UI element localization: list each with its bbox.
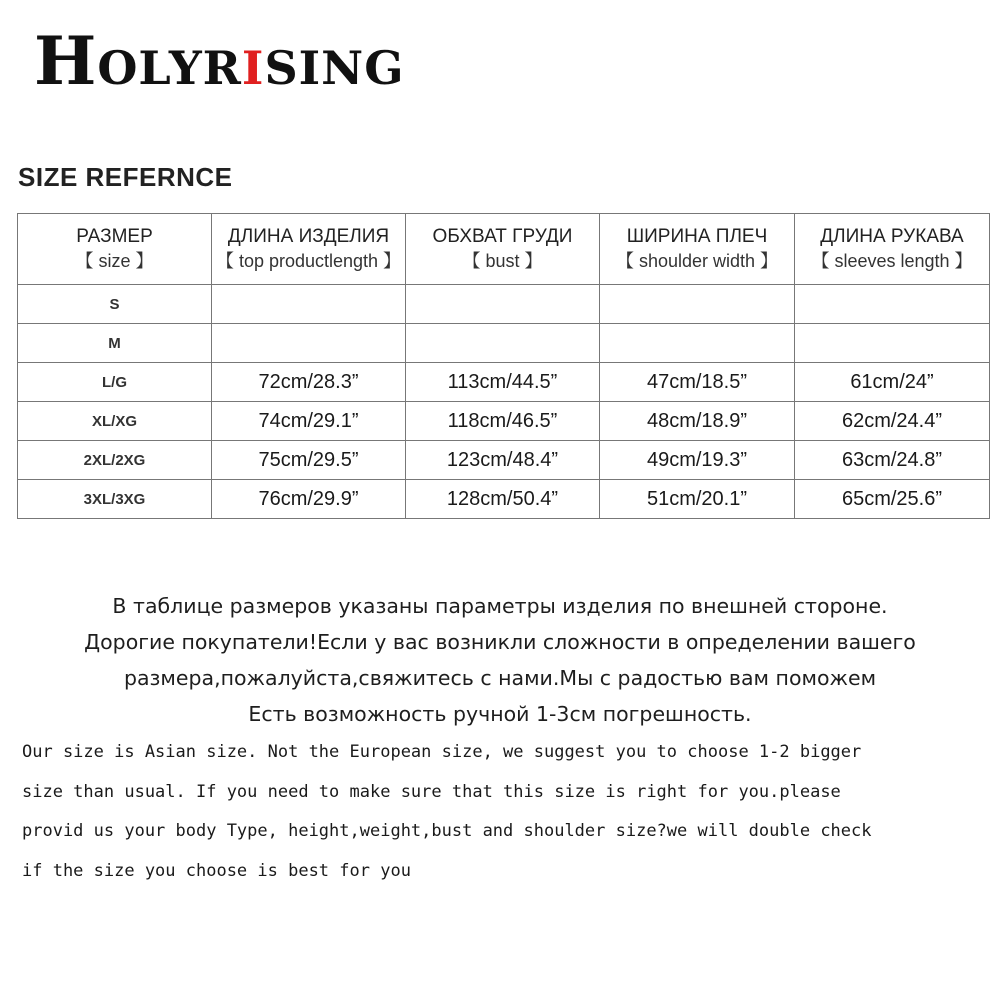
length-cell — [212, 324, 406, 363]
size-cell: L/G — [18, 363, 212, 402]
ru-note-line: Дорогие покупатели!Если у вас возникли сложности в определении вашего — [84, 630, 916, 654]
header-shoulder-en: 【 shoulder width 】 — [615, 251, 779, 271]
bust-cell: 128cm/50.4” — [406, 480, 600, 519]
table-header-row — [18, 214, 990, 285]
bust-cell: 113cm/44.5” — [406, 363, 600, 402]
size-cell: 3XL/3XG — [18, 480, 212, 519]
sleeve-cell: 61cm/24” — [795, 363, 990, 402]
ru-note-line: размера,пожалуйста,свяжитесь с нами.Мы с радостью вам поможем — [123, 666, 877, 690]
sleeve-cell — [795, 324, 990, 363]
size-table-title: SIZE REFERNCE — [18, 162, 233, 192]
length-cell: 74cm/29.1” — [212, 402, 406, 441]
shoulder-cell: 47cm/18.5” — [600, 363, 795, 402]
logo-accent-letter: I — [241, 41, 265, 95]
header-length — [212, 214, 406, 285]
en-note-line: Our size is Asian size. Not the European size, we suggest you to choose 1-2 bigger — [22, 742, 862, 762]
header-sleeve-en: 【 sleeves length 】 — [811, 251, 973, 271]
length-cell: 75cm/29.5” — [212, 441, 406, 480]
size-cell: 2XL/2XG — [18, 441, 212, 480]
size-cell: M — [18, 324, 212, 363]
header-shoulder — [600, 214, 795, 285]
table-row — [18, 363, 990, 402]
header-bust — [406, 214, 600, 285]
table-row — [18, 402, 990, 441]
header-sleeve-ru: ДЛИНА РУКАВА — [820, 226, 964, 247]
logo-initial: H — [34, 22, 98, 100]
bust-cell — [406, 285, 600, 324]
russian-size-notes — [0, 588, 1000, 732]
table-row — [18, 441, 990, 480]
header-size-en: 【 size 】 — [75, 251, 154, 271]
en-note-line: size than usual. If you need to make sure that this size is right for you.please — [22, 781, 841, 802]
english-size-notes — [22, 733, 982, 891]
sleeve-cell: 63cm/24.8” — [795, 441, 990, 480]
en-note-line: if the size you choose is best for you — [22, 860, 411, 881]
size-cell: S — [18, 285, 212, 324]
size-chart-table — [17, 213, 990, 519]
ru-note-line: В таблице размеров указаны параметры изделия по внешней стороне. — [112, 594, 888, 618]
shoulder-cell: 49cm/19.3” — [600, 441, 795, 480]
table-row — [18, 324, 990, 363]
bust-cell: 118cm/46.5” — [406, 402, 600, 441]
header-size — [18, 214, 212, 285]
bust-cell — [406, 324, 600, 363]
header-sleeve — [795, 214, 990, 285]
shoulder-cell: 51cm/20.1” — [600, 480, 795, 519]
shoulder-cell — [600, 324, 795, 363]
header-length-en: 【 top productlength 】 — [215, 251, 402, 271]
shoulder-cell: 48cm/18.9” — [600, 402, 795, 441]
header-bust-ru: ОБХВАТ ГРУДИ — [432, 226, 573, 247]
en-note-line: provid us your body Type, height,weight,bust and shoulder size?we will double check — [22, 821, 872, 841]
bust-cell: 123cm/48.4” — [406, 441, 600, 480]
logo-text-part: OLYR — [97, 41, 242, 95]
header-length-ru: ДЛИНА ИЗДЕЛИЯ — [227, 226, 390, 247]
table-row — [18, 480, 990, 519]
size-cell: XL/XG — [18, 402, 212, 441]
length-cell: 72cm/28.3” — [212, 363, 406, 402]
shoulder-cell — [600, 285, 795, 324]
ru-note-line: Есть возможность ручной 1-3см погрешность. — [248, 702, 752, 726]
header-shoulder-ru: ШИРИНА ПЛЕЧ — [626, 226, 768, 247]
header-size-ru: РАЗМЕР — [76, 226, 153, 247]
sleeve-cell: 62cm/24.4” — [795, 402, 990, 441]
brand-logo — [34, 22, 405, 101]
logo-text-end: SING — [264, 41, 405, 95]
sleeve-cell — [795, 285, 990, 324]
sleeve-cell: 65cm/25.6” — [795, 480, 990, 519]
table-row — [18, 285, 990, 324]
length-cell — [212, 285, 406, 324]
length-cell: 76cm/29.9” — [212, 480, 406, 519]
header-bust-en: 【 bust 】 — [462, 251, 543, 271]
